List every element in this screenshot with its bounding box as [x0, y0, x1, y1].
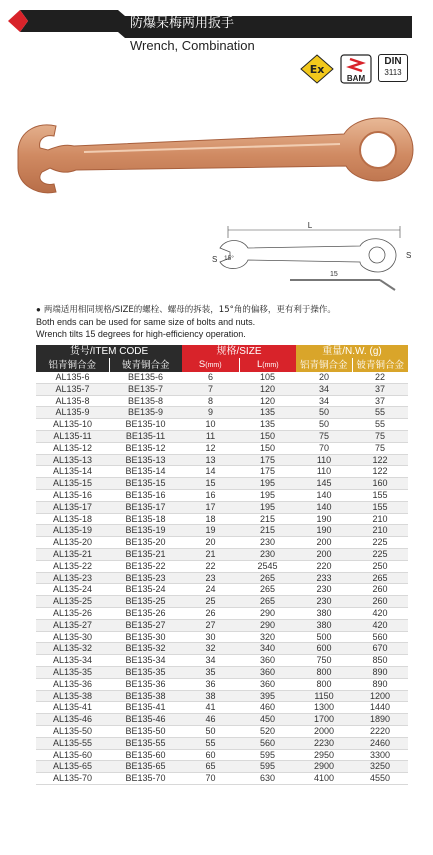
cell-weight-al: 70 — [296, 442, 352, 454]
cell-al-code: AL135-38 — [36, 690, 109, 702]
table-row — [36, 572, 408, 584]
cell-length-l: 195 — [239, 489, 296, 501]
cell-weight-be: 420 — [352, 619, 408, 631]
cell-weight-be: 210 — [352, 513, 408, 525]
cell-size-s: 60 — [182, 749, 239, 761]
cell-al-code: AL135-21 — [36, 548, 109, 560]
cell-be-code: BE135-65 — [109, 761, 182, 773]
cell-weight-be: 890 — [352, 666, 408, 678]
cell-al-code: AL135-30 — [36, 631, 109, 643]
cell-length-l: 265 — [239, 572, 296, 584]
cell-size-s: 27 — [182, 619, 239, 631]
cell-be-code: BE135-25 — [109, 596, 182, 608]
cell-weight-be: 260 — [352, 596, 408, 608]
cell-length-l: 135 — [239, 407, 296, 419]
cell-weight-al: 600 — [296, 643, 352, 655]
cell-weight-be: 420 — [352, 607, 408, 619]
cell-be-code: BE135-41 — [109, 702, 182, 714]
cell-weight-al: 2230 — [296, 737, 352, 749]
cell-weight-al: 230 — [296, 584, 352, 596]
cell-weight-be: 560 — [352, 631, 408, 643]
cell-weight-be: 3300 — [352, 749, 408, 761]
cell-be-code: BE135-13 — [109, 454, 182, 466]
cell-al-code: AL135-13 — [36, 454, 109, 466]
cell-be-code: BE135-23 — [109, 572, 182, 584]
cell-length-l: 215 — [239, 513, 296, 525]
cell-length-l: 175 — [239, 466, 296, 478]
cell-be-code: BE135-11 — [109, 430, 182, 442]
cell-weight-be: 37 — [352, 383, 408, 395]
cell-al-code: AL135-8 — [36, 395, 109, 407]
cell-weight-be: 225 — [352, 537, 408, 549]
cell-size-s: 21 — [182, 548, 239, 560]
cell-weight-al: 4100 — [296, 773, 352, 785]
cell-length-l: 135 — [239, 419, 296, 431]
cell-al-code: AL135-10 — [36, 419, 109, 431]
din-number: 3113 — [384, 68, 402, 77]
table-row — [36, 655, 408, 667]
header-be: 铍青铜合金 — [109, 358, 182, 372]
din-certification-badge — [378, 54, 408, 82]
table-row — [36, 548, 408, 560]
cell-weight-al: 2900 — [296, 761, 352, 773]
cell-be-code: BE135-70 — [109, 773, 182, 785]
table-row — [36, 749, 408, 761]
table-row — [36, 454, 408, 466]
cell-weight-al: 233 — [296, 572, 352, 584]
cell-size-s: 38 — [182, 690, 239, 702]
cell-al-code: AL135-20 — [36, 537, 109, 549]
cell-size-s: 9 — [182, 407, 239, 419]
cell-weight-be: 122 — [352, 454, 408, 466]
cell-length-l: 230 — [239, 537, 296, 549]
cell-weight-al: 380 — [296, 619, 352, 631]
table-row — [36, 478, 408, 490]
cell-weight-al: 190 — [296, 525, 352, 537]
table-row — [36, 537, 408, 549]
cell-length-l: 595 — [239, 761, 296, 773]
cell-weight-al: 1300 — [296, 702, 352, 714]
cell-size-s: 34 — [182, 655, 239, 667]
cell-weight-al: 140 — [296, 501, 352, 513]
cell-al-code: AL135-25 — [36, 596, 109, 608]
cell-weight-be: 2220 — [352, 725, 408, 737]
cell-al-code: AL135-22 — [36, 560, 109, 572]
cell-length-l: 2545 — [239, 560, 296, 572]
cell-weight-al: 230 — [296, 596, 352, 608]
cell-be-code: BE135-16 — [109, 489, 182, 501]
cell-length-l: 395 — [239, 690, 296, 702]
cell-size-s: 18 — [182, 513, 239, 525]
ex-logo-text: Ex — [309, 63, 325, 76]
spec-table-body — [36, 372, 408, 784]
cell-be-code: BE135-14 — [109, 466, 182, 478]
table-row — [36, 714, 408, 726]
cell-length-l: 290 — [239, 607, 296, 619]
table-row — [36, 631, 408, 643]
cell-al-code: AL135-12 — [36, 442, 109, 454]
cell-weight-be: 160 — [352, 478, 408, 490]
cell-length-l: 520 — [239, 725, 296, 737]
cell-weight-al: 500 — [296, 631, 352, 643]
cell-length-l: 105 — [239, 372, 296, 383]
cell-weight-al: 50 — [296, 419, 352, 431]
cell-weight-be: 55 — [352, 419, 408, 431]
cell-size-s: 20 — [182, 537, 239, 549]
cell-weight-be: 260 — [352, 584, 408, 596]
note-en-2: Wrench tilts 15 degrees for high-efficiency operation. — [36, 329, 246, 339]
table-row — [36, 419, 408, 431]
cell-length-l: 450 — [239, 714, 296, 726]
cell-length-l: 320 — [239, 631, 296, 643]
cell-be-code: BE135-50 — [109, 725, 182, 737]
cell-length-l: 595 — [239, 749, 296, 761]
cell-size-s: 7 — [182, 383, 239, 395]
cell-length-l: 360 — [239, 655, 296, 667]
cell-be-code: BE135-36 — [109, 678, 182, 690]
cell-al-code: AL135-36 — [36, 678, 109, 690]
cell-be-code: BE135-17 — [109, 501, 182, 513]
cell-be-code: BE135-26 — [109, 607, 182, 619]
bam-logo-text: BAM — [346, 74, 366, 83]
page-title-en: Wrench, Combination — [130, 38, 255, 53]
cell-size-s: 24 — [182, 584, 239, 596]
header-l-unit: (mm) — [262, 362, 279, 369]
cell-size-s: 36 — [182, 678, 239, 690]
cell-weight-al: 2950 — [296, 749, 352, 761]
header-item-code: 货号/ITEM CODE — [36, 345, 182, 358]
cell-be-code: BE135-6 — [109, 372, 182, 383]
cell-length-l: 460 — [239, 702, 296, 714]
cell-size-s: 25 — [182, 596, 239, 608]
cell-length-l: 195 — [239, 501, 296, 513]
cell-weight-be: 890 — [352, 678, 408, 690]
cell-length-l: 120 — [239, 395, 296, 407]
cell-length-l: 120 — [239, 383, 296, 395]
table-row — [36, 383, 408, 395]
cell-size-s: 46 — [182, 714, 239, 726]
cell-al-code: AL135-23 — [36, 572, 109, 584]
cell-size-s: 13 — [182, 454, 239, 466]
cell-be-code: BE135-10 — [109, 419, 182, 431]
header-l-letter: L — [256, 359, 263, 370]
cell-weight-al: 50 — [296, 407, 352, 419]
cell-size-s: 41 — [182, 702, 239, 714]
cell-length-l: 290 — [239, 619, 296, 631]
table-row — [36, 560, 408, 572]
cell-size-s: 22 — [182, 560, 239, 572]
cell-size-s: 17 — [182, 501, 239, 513]
cell-size-s: 15 — [182, 478, 239, 490]
cell-weight-be: 225 — [352, 548, 408, 560]
cell-size-s: 23 — [182, 572, 239, 584]
cell-al-code: AL135-55 — [36, 737, 109, 749]
cell-weight-al: 1150 — [296, 690, 352, 702]
header-weight: 重量/N.W. (g) — [296, 345, 408, 358]
cell-al-code: AL135-18 — [36, 513, 109, 525]
cell-weight-be: 55 — [352, 407, 408, 419]
cell-al-code: AL135-41 — [36, 702, 109, 714]
cell-weight-be: 1440 — [352, 702, 408, 714]
cell-length-l: 265 — [239, 584, 296, 596]
cell-al-code: AL135-7 — [36, 383, 109, 395]
cell-length-l: 215 — [239, 525, 296, 537]
length-label: L — [307, 221, 313, 230]
cell-al-code: AL135-65 — [36, 761, 109, 773]
table-row — [36, 596, 408, 608]
table-row — [36, 690, 408, 702]
cell-weight-al: 145 — [296, 478, 352, 490]
cell-al-code: AL135-15 — [36, 478, 109, 490]
cell-be-code: BE135-9 — [109, 407, 182, 419]
cell-weight-be: 850 — [352, 655, 408, 667]
bullet-icon: ● — [36, 305, 41, 314]
cell-weight-be: 122 — [352, 466, 408, 478]
wrench-product-image — [14, 110, 424, 205]
spec-table — [36, 345, 408, 785]
cell-size-s: 70 — [182, 773, 239, 785]
cell-weight-al: 380 — [296, 607, 352, 619]
cell-size-s: 10 — [182, 419, 239, 431]
bam-certification-icon — [340, 54, 372, 89]
table-row — [36, 466, 408, 478]
header-al: 铝青铜合金 — [36, 358, 109, 372]
cell-weight-al: 110 — [296, 466, 352, 478]
cell-al-code: AL135-70 — [36, 773, 109, 785]
header-weight-al: 铝青铜合金 — [296, 358, 352, 372]
cell-weight-be: 1200 — [352, 690, 408, 702]
cell-size-s: 19 — [182, 525, 239, 537]
header-weight-be: 铍青铜合金 — [352, 358, 408, 372]
cell-al-code: AL135-26 — [36, 607, 109, 619]
cell-weight-al: 800 — [296, 666, 352, 678]
cell-weight-al: 800 — [296, 678, 352, 690]
table-row — [36, 737, 408, 749]
cell-al-code: AL135-60 — [36, 749, 109, 761]
cell-be-code: BE135-24 — [109, 584, 182, 596]
din-title: DIN — [384, 56, 402, 67]
cell-weight-be: 75 — [352, 442, 408, 454]
cell-weight-al: 750 — [296, 655, 352, 667]
cell-weight-be: 22 — [352, 372, 408, 383]
cell-length-l: 630 — [239, 773, 296, 785]
cell-weight-be: 210 — [352, 525, 408, 537]
cell-weight-be: 1890 — [352, 714, 408, 726]
cell-be-code: BE135-34 — [109, 655, 182, 667]
cell-be-code: BE135-8 — [109, 395, 182, 407]
cell-size-s: 26 — [182, 607, 239, 619]
cell-size-s: 12 — [182, 442, 239, 454]
cell-al-code: AL135-50 — [36, 725, 109, 737]
cell-al-code: AL135-6 — [36, 372, 109, 383]
cell-weight-al: 140 — [296, 489, 352, 501]
ex-certification-icon — [300, 54, 334, 89]
cell-al-code: AL135-17 — [36, 501, 109, 513]
cell-size-s: 16 — [182, 489, 239, 501]
cell-weight-be: 670 — [352, 643, 408, 655]
cell-weight-be: 75 — [352, 430, 408, 442]
cell-size-s: 8 — [182, 395, 239, 407]
table-row — [36, 489, 408, 501]
cell-be-code: BE135-32 — [109, 643, 182, 655]
cell-size-s: 35 — [182, 666, 239, 678]
dimension-diagram — [210, 218, 415, 303]
cell-al-code: AL135-9 — [36, 407, 109, 419]
cell-length-l: 360 — [239, 678, 296, 690]
cell-length-l: 150 — [239, 442, 296, 454]
cell-al-code: AL135-35 — [36, 666, 109, 678]
cell-length-l: 340 — [239, 643, 296, 655]
cell-size-s: 6 — [182, 372, 239, 383]
cell-weight-al: 110 — [296, 454, 352, 466]
cell-size-s: 50 — [182, 725, 239, 737]
cell-length-l: 360 — [239, 666, 296, 678]
cell-weight-be: 3250 — [352, 761, 408, 773]
table-row — [36, 395, 408, 407]
cell-al-code: AL135-11 — [36, 430, 109, 442]
cell-weight-be: 250 — [352, 560, 408, 572]
cell-al-code: AL135-46 — [36, 714, 109, 726]
cell-weight-al: 34 — [296, 395, 352, 407]
table-row — [36, 666, 408, 678]
table-row — [36, 513, 408, 525]
cell-be-code: BE135-35 — [109, 666, 182, 678]
cell-size-s: 30 — [182, 631, 239, 643]
cell-al-code: AL135-32 — [36, 643, 109, 655]
cell-weight-be: 37 — [352, 395, 408, 407]
cell-weight-be: 2460 — [352, 737, 408, 749]
cell-length-l: 560 — [239, 737, 296, 749]
cell-be-code: BE135-19 — [109, 525, 182, 537]
cell-al-code: AL135-24 — [36, 584, 109, 596]
page-title-cn: 防爆呆梅两用扳手 — [130, 16, 235, 31]
table-row — [36, 761, 408, 773]
table-row — [36, 678, 408, 690]
header-s-unit: (mm) — [205, 362, 222, 369]
cell-be-code: BE135-21 — [109, 548, 182, 560]
cell-length-l: 150 — [239, 430, 296, 442]
cell-be-code: BE135-30 — [109, 631, 182, 643]
cell-al-code: AL135-19 — [36, 525, 109, 537]
cell-weight-be: 155 — [352, 489, 408, 501]
table-row — [36, 525, 408, 537]
cell-weight-al: 200 — [296, 537, 352, 549]
cell-size-s: 55 — [182, 737, 239, 749]
usage-note — [36, 303, 336, 340]
tilt-label: 15 — [330, 271, 338, 278]
cell-weight-al: 20 — [296, 372, 352, 383]
table-row — [36, 442, 408, 454]
cell-weight-al: 190 — [296, 513, 352, 525]
table-row — [36, 619, 408, 631]
angle-label: 15° — [224, 255, 234, 262]
cell-be-code: BE135-55 — [109, 737, 182, 749]
cell-be-code: BE135-38 — [109, 690, 182, 702]
cell-be-code: BE135-60 — [109, 749, 182, 761]
cell-be-code: BE135-7 — [109, 383, 182, 395]
cell-weight-al: 1700 — [296, 714, 352, 726]
cell-be-code: BE135-22 — [109, 560, 182, 572]
size-label-left: S — [212, 255, 218, 264]
table-row — [36, 407, 408, 419]
cell-be-code: BE135-27 — [109, 619, 182, 631]
header-l — [239, 358, 296, 372]
cell-size-s: 32 — [182, 643, 239, 655]
table-row — [36, 702, 408, 714]
cell-weight-be: 4550 — [352, 773, 408, 785]
table-row — [36, 725, 408, 737]
table-row — [36, 430, 408, 442]
cell-al-code: AL135-27 — [36, 619, 109, 631]
cell-weight-al: 220 — [296, 560, 352, 572]
header-size: 规格/SIZE — [182, 345, 296, 358]
cell-al-code: AL135-14 — [36, 466, 109, 478]
cell-size-s: 14 — [182, 466, 239, 478]
cell-be-code: BE135-46 — [109, 714, 182, 726]
table-row — [36, 607, 408, 619]
cell-length-l: 230 — [239, 548, 296, 560]
note-cn: 两端适用相同规格/SIZE的螺栓、螺母的拆装，15°角的偏移，更有利于操作。 — [43, 305, 336, 315]
cell-length-l: 175 — [239, 454, 296, 466]
cell-al-code: AL135-16 — [36, 489, 109, 501]
note-en-1: Both ends can be used for same size of bolts and nuts. — [36, 317, 256, 327]
table-row — [36, 372, 408, 383]
cell-weight-be: 265 — [352, 572, 408, 584]
cell-be-code: BE135-15 — [109, 478, 182, 490]
cell-be-code: BE135-12 — [109, 442, 182, 454]
table-row — [36, 501, 408, 513]
cell-size-s: 11 — [182, 430, 239, 442]
cell-length-l: 195 — [239, 478, 296, 490]
header-s-letter: S — [198, 359, 206, 370]
cell-be-code: BE135-20 — [109, 537, 182, 549]
cell-size-s: 65 — [182, 761, 239, 773]
cell-be-code: BE135-18 — [109, 513, 182, 525]
table-row — [36, 773, 408, 785]
cell-length-l: 265 — [239, 596, 296, 608]
header-s — [182, 358, 239, 372]
cell-weight-al: 2000 — [296, 725, 352, 737]
cell-weight-al: 75 — [296, 430, 352, 442]
cell-al-code: AL135-34 — [36, 655, 109, 667]
size-label-right: S — [406, 251, 412, 260]
cell-weight-al: 200 — [296, 548, 352, 560]
cell-weight-be: 155 — [352, 501, 408, 513]
table-row — [36, 584, 408, 596]
cell-weight-al: 34 — [296, 383, 352, 395]
table-row — [36, 643, 408, 655]
